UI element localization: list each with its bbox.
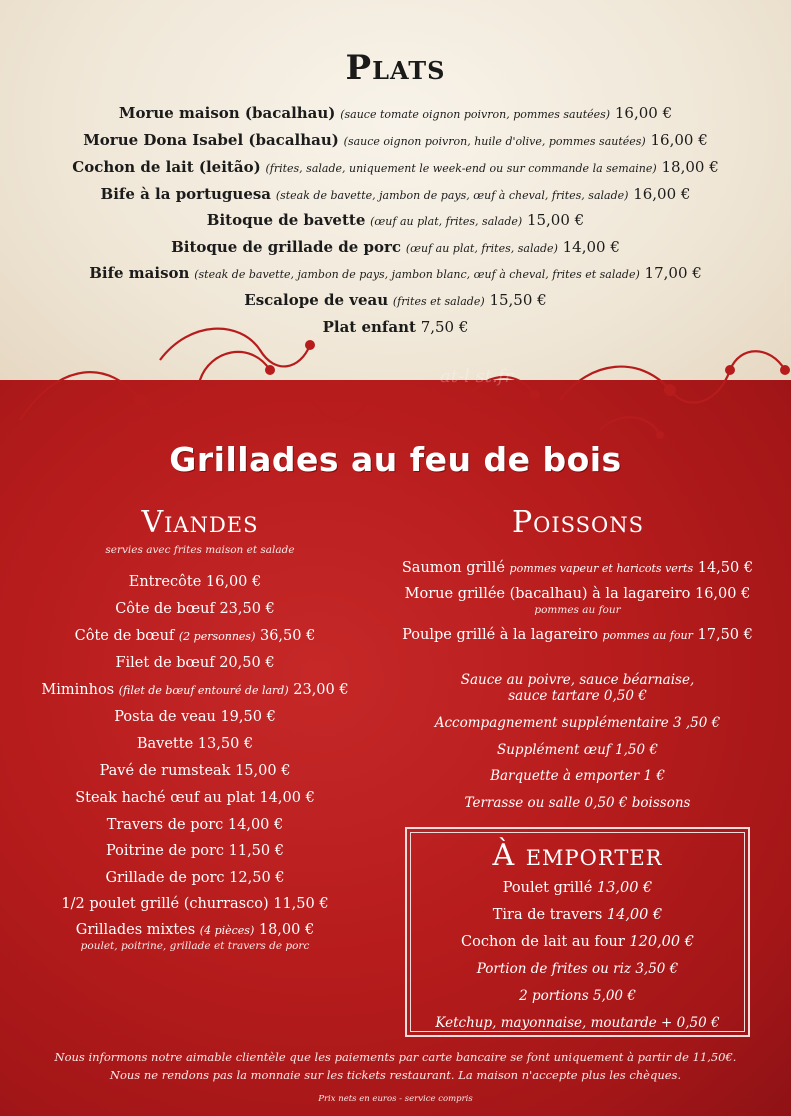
plat-price: 16,00 €: [633, 185, 691, 203]
grillades-title: Grillades au feu de bois: [169, 440, 622, 479]
poisson-item: [380, 586, 775, 602]
emporter-extra: Portion de frites ou riz 3,50 €: [476, 961, 679, 977]
viande-item: [0, 655, 390, 671]
viande-price: 36,50 €: [259, 628, 316, 644]
plat-item: [0, 158, 791, 176]
plat-name: Morue maison (bacalhau): [118, 104, 336, 122]
viande-name: Côte de bœuf: [115, 601, 215, 617]
viande-name: 1/2 poulet grillé (churrasco): [61, 896, 269, 912]
viande-name: Poitrine de porc: [106, 843, 225, 859]
plat-item: [0, 318, 791, 336]
poisson-price: 17,50 €: [697, 627, 753, 643]
plat-name: Cochon de lait (leitão): [72, 158, 261, 176]
emporter-item: [405, 880, 750, 896]
viande-item: [0, 922, 390, 938]
viande-desc: (2 personnes): [178, 630, 256, 643]
poisson-desc: pommes au four: [602, 629, 693, 642]
plat-name: Bife à la portuguesa: [100, 185, 272, 203]
plat-price: 7,50 €: [420, 318, 469, 336]
viande-name: Bavette: [136, 736, 194, 752]
viande-item: [0, 709, 390, 725]
viande-price: 13,50 €: [197, 736, 254, 752]
poissons-title: Poissons: [511, 505, 645, 540]
viandes-subtitle: servies avec frites maison et salade: [105, 544, 295, 556]
viande-item: [0, 870, 390, 886]
viande-name: Filet de bœuf: [115, 655, 215, 671]
viande-price: 14,00 €: [259, 790, 315, 806]
emporter-price: 120,00 €: [629, 934, 694, 950]
plat-name: Morue Dona Isabel (bacalhau): [83, 131, 339, 149]
viande-item: [0, 574, 390, 590]
viande-item: [0, 628, 390, 644]
plat-price: 17,00 €: [644, 264, 702, 282]
plat-item: [0, 211, 791, 229]
emporter-item: [405, 934, 750, 950]
viande-name: Grillades mixtes: [75, 922, 196, 938]
plat-name: Plat enfant: [322, 318, 416, 336]
viande-item: [0, 843, 390, 859]
viande-price: 23,50 €: [219, 601, 275, 617]
viande-price: 11,50 €: [273, 896, 329, 912]
plat-item: [0, 291, 791, 309]
poisson-item: [380, 627, 775, 643]
extra-line: Sauce au poivre, sauce béarnaise,: [460, 672, 695, 688]
poisson-name: Morue grillée (bacalhau) à la lagareiro: [404, 586, 691, 602]
viande-price: 20,50 €: [219, 655, 275, 671]
emporter-price: 14,00 €: [606, 907, 663, 923]
footer-line: Nous ne rendons pas la monnaie sur les tickets restaurant. La maison n'accepte plus les chèques.: [109, 1068, 682, 1082]
extra-line: Accompagnement supplémentaire 3 ,50 €: [434, 715, 721, 731]
plat-price: 15,50 €: [489, 291, 547, 309]
emporter-name: Poulet grillé: [502, 880, 593, 896]
plat-desc: (steak de bavette, jambon de pays, jambon blanc, œuf à cheval, frites et salade): [194, 268, 640, 281]
mixtes-note: poulet, poitrine, grillade et travers de porc: [80, 940, 310, 952]
viande-name: Côte de bœuf: [74, 628, 175, 644]
plat-item: [0, 185, 791, 203]
morue-note: pommes au four: [534, 604, 621, 616]
emporter-name: Cochon de lait au four: [461, 934, 625, 950]
viande-item: [0, 736, 390, 752]
viande-item: [0, 601, 390, 617]
plat-desc: (sauce oignon poivron, huile d'olive, pommes sautées): [343, 135, 646, 148]
plat-name: Bitoque de bavette: [206, 211, 366, 229]
viande-name: Travers de porc: [106, 817, 224, 833]
emporter-name: Tira de travers: [492, 907, 603, 923]
plat-desc: (frites, salade, uniquement le week-end ou sur commande la semaine): [265, 162, 657, 175]
viande-name: Pavé de rumsteak: [99, 763, 231, 779]
viande-desc: (4 pièces): [199, 924, 255, 937]
viande-price: 18,00 €: [258, 922, 315, 938]
plat-name: Escalope de veau: [244, 291, 389, 309]
plat-desc: (sauce tomate oignon poivron, pommes sautées): [340, 108, 611, 121]
emporter-extra: Ketchup, mayonnaise, moutarde + 0,50 €: [435, 1015, 720, 1031]
emporter-extra: 2 portions 5,00 €: [519, 988, 636, 1004]
extra-line: sauce tartare 0,50 €: [508, 688, 647, 704]
viande-name: Entrecôte: [128, 574, 202, 590]
plat-name: Bife maison: [89, 264, 190, 282]
viande-price: 15,00 €: [235, 763, 291, 779]
plat-desc: (frites et salade): [392, 295, 485, 308]
plat-item: [0, 264, 791, 282]
plat-item: [0, 131, 791, 149]
plat-item: [0, 238, 791, 256]
viande-price: 12,50 €: [229, 870, 285, 886]
plat-desc: (steak de bavette, jambon de pays, œuf à cheval, frites, salade): [275, 189, 629, 202]
viande-item: [0, 896, 390, 912]
extra-line: Barquette à emporter 1 €: [490, 768, 665, 784]
plat-name: Bitoque de grillade de porc: [171, 238, 402, 256]
plat-price: 14,00 €: [562, 238, 620, 256]
plat-price: 16,00 €: [614, 104, 673, 122]
viande-price: 23,00 €: [293, 682, 349, 698]
viande-price: 14,00 €: [227, 817, 284, 833]
plat-price: 16,00 €: [650, 131, 708, 149]
poisson-price: 16,00 €: [694, 586, 751, 602]
viande-item: [0, 682, 390, 698]
plat-desc: (œuf au plat, frites, salade): [370, 215, 523, 228]
viande-item: [0, 790, 390, 806]
emporter-item: [405, 907, 750, 923]
poisson-name: Saumon grillé: [401, 560, 505, 576]
footer-small: Prix nets en euros - service compris: [318, 1094, 473, 1104]
emporter-title: À emporter: [492, 838, 663, 873]
plat-item: [0, 104, 791, 122]
viande-price: 11,50 €: [228, 843, 284, 859]
viande-name: Steak haché œuf au plat: [75, 790, 255, 806]
viande-name: Miminhos: [41, 682, 115, 698]
plats-title: Plats: [345, 48, 446, 88]
plat-price: 15,00 €: [526, 211, 585, 229]
poisson-desc: pommes vapeur et haricots verts: [509, 562, 694, 575]
viande-price: 16,00 €: [205, 574, 262, 590]
plat-price: 18,00 €: [661, 158, 719, 176]
viande-price: 19,50 €: [220, 709, 276, 725]
poisson-name: Poulpe grillé à la lagareiro: [402, 627, 598, 643]
emporter-price: 13,00 €: [596, 880, 653, 896]
viande-name: Posta de veau: [114, 709, 216, 725]
poisson-item: [380, 560, 775, 576]
plat-desc: (œuf au plat, frites, salade): [405, 242, 558, 255]
poisson-price: 14,50 €: [697, 560, 754, 576]
extra-line: Terrasse ou salle 0,50 € boissons: [464, 795, 691, 811]
viande-desc: (filet de bœuf entouré de lard): [118, 684, 289, 697]
footer-line: Nous informons notre aimable clientèle que les paiements par carte bancaire se font uniquement à partir de 11,50€.: [54, 1050, 737, 1064]
viande-item: [0, 763, 390, 779]
extra-line: Supplément œuf 1,50 €: [496, 742, 658, 758]
watermark: at-l st.fr: [440, 366, 513, 387]
viande-name: Grillade de porc: [105, 870, 225, 886]
viande-item: [0, 817, 390, 833]
viandes-title: Viandes: [141, 505, 259, 540]
